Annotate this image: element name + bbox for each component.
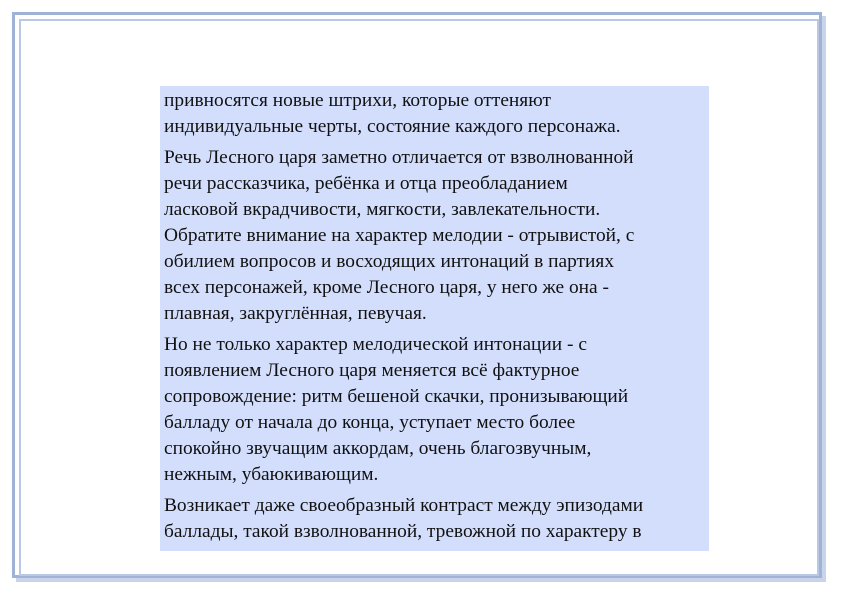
- text-box: [160, 86, 709, 551]
- frame-shadow-bottom: [16, 578, 826, 582]
- paragraph-3: Но не только характер мелодической интонации - с появлением Лесного царя меняется всё фактурное сопровождение: ритм бешеной скачки, пронизывающий балладу от начала до конца, уступает место более спокойно звучащим аккордам, очень благозвучным, нежным, убаюкивающим.: [164, 334, 629, 485]
- frame-shadow-right: [822, 16, 826, 582]
- paragraph-4: Возникает даже своеобразный контраст между эпизодами баллады, такой взволнованной, тревожной по характеру в: [164, 495, 644, 542]
- paragraph-1: привносятся новые штрихи, которые оттеняют индивидуальные черты, состояние каждого персонажа.: [164, 90, 621, 137]
- paragraph-2: Речь Лесного царя заметно отличается от взволнованной речи рассказчика, ребёнка и отца преобладанием ласковой вкрадчивости, мягкости, завлекательности. Обратите внимание на характер мелодии - отрывистой, с обилием вопросов и восходящих интонаций в партиях всех персонажей, кроме Лесного царя, у него же она - плавная, закруглённая, певучая.: [164, 147, 635, 324]
